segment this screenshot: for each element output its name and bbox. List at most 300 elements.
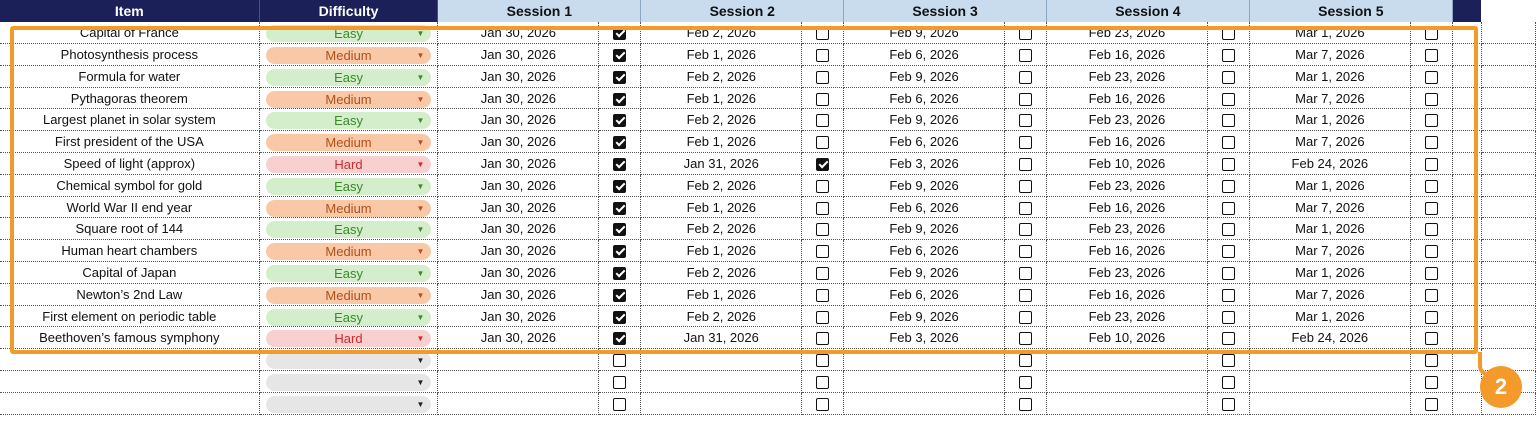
session-3-checkbox[interactable] xyxy=(1019,311,1032,324)
header-extra-cell[interactable] xyxy=(1452,0,1481,22)
chevron-down-icon[interactable]: ▼ xyxy=(416,203,425,213)
session-2-checkbox[interactable] xyxy=(816,180,829,193)
item-cell[interactable]: Human heart chambers xyxy=(0,240,259,262)
session-4-date[interactable] xyxy=(1046,371,1207,393)
session-2-checkbox[interactable] xyxy=(816,289,829,302)
session-1-date[interactable]: Jan 30, 2026 xyxy=(438,218,599,240)
session-3-checkbox[interactable] xyxy=(1019,376,1032,389)
empty-cell[interactable] xyxy=(1481,22,1535,44)
session-5-date[interactable]: Mar 7, 2026 xyxy=(1249,240,1410,262)
session-4-checkbox[interactable] xyxy=(1222,311,1235,324)
difficulty-dropdown[interactable] xyxy=(266,330,432,347)
session-1-date[interactable]: Jan 30, 2026 xyxy=(438,283,599,305)
item-cell[interactable]: Square root of 144 xyxy=(0,218,259,240)
session-5-checkbox[interactable] xyxy=(1425,398,1438,411)
session-2-checkbox[interactable] xyxy=(816,27,829,40)
session-2-date[interactable]: Feb 1, 2026 xyxy=(641,44,802,66)
session-1-checkbox[interactable] xyxy=(613,223,626,236)
session-1-date[interactable]: Jan 30, 2026 xyxy=(438,131,599,153)
session-4-checkbox[interactable] xyxy=(1222,354,1235,367)
difficulty-dropdown[interactable] xyxy=(266,287,432,304)
session-5-checkbox[interactable] xyxy=(1425,354,1438,367)
difficulty-dropdown[interactable] xyxy=(266,309,432,326)
session-3-date[interactable] xyxy=(844,349,1005,371)
item-cell[interactable] xyxy=(0,371,259,393)
difficulty-dropdown[interactable] xyxy=(266,112,432,129)
item-cell[interactable]: Formula for water xyxy=(0,65,259,87)
header-session-3[interactable]: Session 3 xyxy=(844,0,1047,22)
session-1-checkbox[interactable] xyxy=(613,332,626,345)
difficulty-dropdown[interactable] xyxy=(266,221,432,238)
session-3-date[interactable]: Feb 9, 2026 xyxy=(844,262,1005,284)
session-4-check-cell xyxy=(1207,392,1249,414)
header-difficulty[interactable]: Difficulty xyxy=(259,0,438,22)
empty-cell[interactable] xyxy=(1481,87,1535,109)
session-2-checkbox[interactable] xyxy=(816,202,829,215)
empty-cell[interactable] xyxy=(1452,87,1481,109)
difficulty-cell[interactable] xyxy=(259,131,438,153)
session-4-date[interactable]: Feb 10, 2026 xyxy=(1046,327,1207,349)
empty-cell[interactable] xyxy=(1452,262,1481,284)
session-1-checkbox[interactable] xyxy=(613,376,626,389)
difficulty-dropdown[interactable] xyxy=(266,47,432,64)
session-1-checkbox[interactable] xyxy=(613,93,626,106)
session-2-date[interactable]: Feb 2, 2026 xyxy=(641,174,802,196)
session-5-check-cell xyxy=(1410,87,1452,109)
difficulty-cell[interactable] xyxy=(259,371,438,393)
session-3-checkbox[interactable] xyxy=(1019,71,1032,84)
session-5-date[interactable]: Mar 7, 2026 xyxy=(1249,283,1410,305)
chevron-down-icon[interactable]: ▼ xyxy=(416,116,425,126)
session-2-date[interactable]: Feb 1, 2026 xyxy=(641,240,802,262)
difficulty-cell[interactable] xyxy=(259,240,438,262)
difficulty-dropdown[interactable] xyxy=(266,352,432,369)
session-5-checkbox[interactable] xyxy=(1425,180,1438,193)
empty-cell[interactable] xyxy=(1452,131,1481,153)
session-5-checkbox[interactable] xyxy=(1425,289,1438,302)
chevron-down-icon[interactable]: ▼ xyxy=(416,334,425,344)
item-cell[interactable]: Largest planet in solar system xyxy=(0,109,259,131)
session-2-date[interactable]: Feb 1, 2026 xyxy=(641,196,802,218)
session-5-date[interactable]: Mar 1, 2026 xyxy=(1249,305,1410,327)
empty-cell[interactable] xyxy=(1452,371,1481,393)
session-5-date[interactable]: Mar 7, 2026 xyxy=(1249,196,1410,218)
session-4-checkbox[interactable] xyxy=(1222,93,1235,106)
chevron-down-icon[interactable]: ▼ xyxy=(416,290,425,300)
difficulty-dropdown[interactable] xyxy=(266,156,432,173)
session-4-date[interactable]: Feb 16, 2026 xyxy=(1046,283,1207,305)
session-2-checkbox[interactable] xyxy=(816,398,829,411)
session-5-checkbox[interactable] xyxy=(1425,202,1438,215)
session-5-date[interactable]: Feb 24, 2026 xyxy=(1249,153,1410,175)
session-4-date[interactable] xyxy=(1046,392,1207,414)
chevron-down-icon[interactable]: ▼ xyxy=(416,399,425,409)
session-1-date[interactable] xyxy=(438,371,599,393)
empty-cell[interactable] xyxy=(1452,174,1481,196)
session-3-date[interactable]: Feb 9, 2026 xyxy=(844,218,1005,240)
difficulty-dropdown[interactable] xyxy=(266,25,432,42)
difficulty-dropdown[interactable] xyxy=(266,200,432,217)
session-4-date[interactable] xyxy=(1046,349,1207,371)
session-4-checkbox[interactable] xyxy=(1222,27,1235,40)
empty-cell[interactable] xyxy=(1481,196,1535,218)
session-1-date[interactable]: Jan 30, 2026 xyxy=(438,153,599,175)
session-1-checkbox[interactable] xyxy=(613,114,626,127)
session-5-checkbox[interactable] xyxy=(1425,114,1438,127)
session-4-date[interactable]: Feb 23, 2026 xyxy=(1046,218,1207,240)
item-cell[interactable]: World War II end year xyxy=(0,196,259,218)
session-4-checkbox[interactable] xyxy=(1222,114,1235,127)
difficulty-dropdown[interactable] xyxy=(266,243,432,260)
session-5-checkbox[interactable] xyxy=(1425,332,1438,345)
item-cell[interactable]: Speed of light (approx) xyxy=(0,153,259,175)
item-cell[interactable]: Newton’s 2nd Law xyxy=(0,283,259,305)
session-2-date[interactable]: Feb 2, 2026 xyxy=(641,218,802,240)
empty-cell[interactable] xyxy=(1452,44,1481,66)
session-5-checkbox[interactable] xyxy=(1425,376,1438,389)
empty-cell[interactable] xyxy=(1481,65,1535,87)
item-cell[interactable]: First element on periodic table xyxy=(0,305,259,327)
empty-cell[interactable] xyxy=(1452,327,1481,349)
session-4-checkbox[interactable] xyxy=(1222,71,1235,84)
session-4-checkbox[interactable] xyxy=(1222,223,1235,236)
session-2-date[interactable]: Feb 2, 2026 xyxy=(641,305,802,327)
session-4-checkbox[interactable] xyxy=(1222,180,1235,193)
session-4-date[interactable]: Feb 16, 2026 xyxy=(1046,131,1207,153)
difficulty-cell[interactable] xyxy=(259,262,438,284)
session-5-checkbox[interactable] xyxy=(1425,27,1438,40)
session-4-date[interactable]: Feb 23, 2026 xyxy=(1046,109,1207,131)
session-4-date[interactable]: Feb 10, 2026 xyxy=(1046,153,1207,175)
difficulty-cell[interactable] xyxy=(259,87,438,109)
difficulty-dropdown[interactable] xyxy=(266,178,432,195)
chevron-down-icon[interactable]: ▼ xyxy=(416,377,425,387)
session-1-date[interactable]: Jan 30, 2026 xyxy=(438,87,599,109)
header-item[interactable]: Item xyxy=(0,0,259,22)
session-1-date[interactable]: Jan 30, 2026 xyxy=(438,262,599,284)
session-5-date[interactable]: Mar 1, 2026 xyxy=(1249,174,1410,196)
empty-cell[interactable] xyxy=(1452,349,1481,371)
session-2-checkbox[interactable] xyxy=(816,71,829,84)
header-session-4[interactable]: Session 4 xyxy=(1046,0,1249,22)
session-2-date[interactable]: Feb 2, 2026 xyxy=(641,65,802,87)
session-2-date[interactable]: Feb 2, 2026 xyxy=(641,22,802,44)
session-3-checkbox[interactable] xyxy=(1019,158,1032,171)
session-4-checkbox[interactable] xyxy=(1222,376,1235,389)
session-1-date[interactable]: Jan 30, 2026 xyxy=(438,44,599,66)
difficulty-dropdown[interactable] xyxy=(266,69,432,86)
session-5-date[interactable]: Mar 7, 2026 xyxy=(1249,87,1410,109)
session-1-date[interactable] xyxy=(438,392,599,414)
empty-cell[interactable] xyxy=(1452,196,1481,218)
session-1-checkbox[interactable] xyxy=(613,311,626,324)
session-1-date[interactable]: Jan 30, 2026 xyxy=(438,65,599,87)
difficulty-cell[interactable] xyxy=(259,392,438,414)
session-1-checkbox[interactable] xyxy=(613,289,626,302)
session-2-date[interactable] xyxy=(641,392,802,414)
chevron-down-icon[interactable]: ▼ xyxy=(416,225,425,235)
session-4-checkbox[interactable] xyxy=(1222,289,1235,302)
session-3-checkbox[interactable] xyxy=(1019,398,1032,411)
difficulty-cell[interactable] xyxy=(259,44,438,66)
session-2-date[interactable] xyxy=(641,349,802,371)
difficulty-cell[interactable] xyxy=(259,196,438,218)
session-3-checkbox[interactable] xyxy=(1019,27,1032,40)
session-2-date[interactable]: Feb 1, 2026 xyxy=(641,87,802,109)
session-2-checkbox[interactable] xyxy=(816,114,829,127)
session-5-date[interactable]: Mar 7, 2026 xyxy=(1249,131,1410,153)
session-4-checkbox[interactable] xyxy=(1222,398,1235,411)
session-5-date[interactable]: Mar 1, 2026 xyxy=(1249,65,1410,87)
session-3-checkbox[interactable] xyxy=(1019,114,1032,127)
session-2-checkbox[interactable] xyxy=(816,93,829,106)
session-5-checkbox[interactable] xyxy=(1425,245,1438,258)
session-3-date[interactable]: Feb 9, 2026 xyxy=(844,174,1005,196)
empty-cell[interactable] xyxy=(1452,65,1481,87)
session-1-checkbox[interactable] xyxy=(613,158,626,171)
session-3-date[interactable]: Feb 3, 2026 xyxy=(844,153,1005,175)
session-1-date[interactable] xyxy=(438,349,599,371)
session-2-date[interactable]: Feb 1, 2026 xyxy=(641,131,802,153)
session-3-date[interactable]: Feb 9, 2026 xyxy=(844,22,1005,44)
item-cell[interactable] xyxy=(0,392,259,414)
session-3-date[interactable] xyxy=(844,392,1005,414)
empty-cell[interactable] xyxy=(1481,174,1535,196)
empty-cell[interactable] xyxy=(1481,327,1535,349)
difficulty-dropdown[interactable] xyxy=(266,396,432,413)
item-cell[interactable] xyxy=(0,349,259,371)
header-session-5[interactable]: Session 5 xyxy=(1249,0,1452,22)
difficulty-cell[interactable] xyxy=(259,283,438,305)
chevron-down-icon[interactable]: ▼ xyxy=(416,356,425,366)
session-5-date[interactable]: Mar 1, 2026 xyxy=(1249,22,1410,44)
session-2-date[interactable]: Jan 31, 2026 xyxy=(641,153,802,175)
empty-cell[interactable] xyxy=(1452,109,1481,131)
session-3-date[interactable]: Feb 9, 2026 xyxy=(844,65,1005,87)
session-1-date[interactable]: Jan 30, 2026 xyxy=(438,109,599,131)
empty-cell[interactable] xyxy=(1452,240,1481,262)
session-5-date[interactable]: Feb 24, 2026 xyxy=(1249,327,1410,349)
session-2-checkbox[interactable] xyxy=(816,376,829,389)
session-4-checkbox[interactable] xyxy=(1222,245,1235,258)
session-3-date[interactable]: Feb 6, 2026 xyxy=(844,131,1005,153)
session-5-checkbox[interactable] xyxy=(1425,311,1438,324)
difficulty-dropdown[interactable] xyxy=(266,134,432,151)
item-cell[interactable]: Beethoven’s famous symphony xyxy=(0,327,259,349)
session-4-checkbox[interactable] xyxy=(1222,332,1235,345)
difficulty-cell[interactable] xyxy=(259,22,438,44)
empty-cell[interactable] xyxy=(1481,305,1535,327)
session-4-date[interactable]: Feb 23, 2026 xyxy=(1046,262,1207,284)
session-2-checkbox[interactable] xyxy=(816,311,829,324)
session-1-checkbox[interactable] xyxy=(613,245,626,258)
empty-cell[interactable] xyxy=(1481,240,1535,262)
session-3-checkbox[interactable] xyxy=(1019,354,1032,367)
empty-cell[interactable] xyxy=(1452,283,1481,305)
chevron-down-icon[interactable]: ▼ xyxy=(416,312,425,322)
chevron-down-icon[interactable]: ▼ xyxy=(416,50,425,60)
session-5-date[interactable]: Mar 7, 2026 xyxy=(1249,44,1410,66)
session-1-checkbox[interactable] xyxy=(613,202,626,215)
empty-cell[interactable] xyxy=(1452,153,1481,175)
difficulty-cell[interactable] xyxy=(259,305,438,327)
session-5-date[interactable]: Mar 1, 2026 xyxy=(1249,109,1410,131)
session-5-date[interactable] xyxy=(1249,371,1410,393)
session-2-checkbox[interactable] xyxy=(816,136,829,149)
session-3-checkbox[interactable] xyxy=(1019,223,1032,236)
session-3-checkbox[interactable] xyxy=(1019,202,1032,215)
empty-cell[interactable] xyxy=(1452,22,1481,44)
session-2-date[interactable]: Jan 31, 2026 xyxy=(641,327,802,349)
session-1-date[interactable]: Jan 30, 2026 xyxy=(438,305,599,327)
session-2-checkbox[interactable] xyxy=(816,332,829,345)
session-4-date[interactable]: Feb 16, 2026 xyxy=(1046,196,1207,218)
header-session-2[interactable]: Session 2 xyxy=(641,0,844,22)
session-3-date[interactable]: Feb 6, 2026 xyxy=(844,240,1005,262)
difficulty-cell[interactable] xyxy=(259,109,438,131)
session-2-date[interactable] xyxy=(641,371,802,393)
session-4-date[interactable]: Feb 16, 2026 xyxy=(1046,240,1207,262)
difficulty-dropdown[interactable] xyxy=(266,374,432,391)
empty-cell[interactable] xyxy=(1481,131,1535,153)
session-4-checkbox[interactable] xyxy=(1222,202,1235,215)
session-1-date[interactable]: Jan 30, 2026 xyxy=(438,196,599,218)
chevron-down-icon[interactable]: ▼ xyxy=(416,268,425,278)
session-4-checkbox[interactable] xyxy=(1222,158,1235,171)
session-1-date[interactable]: Jan 30, 2026 xyxy=(438,22,599,44)
session-1-date[interactable]: Jan 30, 2026 xyxy=(438,327,599,349)
session-1-checkbox[interactable] xyxy=(613,267,626,280)
item-cell[interactable]: Capital of France xyxy=(0,22,259,44)
difficulty-dropdown[interactable] xyxy=(266,265,432,282)
session-3-date[interactable]: Feb 6, 2026 xyxy=(844,283,1005,305)
session-5-checkbox[interactable] xyxy=(1425,71,1438,84)
empty-cell[interactable] xyxy=(1481,109,1535,131)
session-3-checkbox[interactable] xyxy=(1019,267,1032,280)
session-5-date[interactable] xyxy=(1249,392,1410,414)
session-3-date[interactable]: Feb 6, 2026 xyxy=(844,87,1005,109)
session-1-checkbox[interactable] xyxy=(613,136,626,149)
session-2-date[interactable]: Feb 2, 2026 xyxy=(641,262,802,284)
empty-cell[interactable] xyxy=(1481,153,1535,175)
session-5-checkbox[interactable] xyxy=(1425,93,1438,106)
session-5-date[interactable]: Mar 1, 2026 xyxy=(1249,218,1410,240)
difficulty-cell[interactable] xyxy=(259,349,438,371)
session-5-checkbox[interactable] xyxy=(1425,158,1438,171)
session-3-checkbox[interactable] xyxy=(1019,93,1032,106)
session-1-checkbox[interactable] xyxy=(613,398,626,411)
item-cell[interactable]: First president of the USA xyxy=(0,131,259,153)
session-3-checkbox[interactable] xyxy=(1019,136,1032,149)
session-2-date[interactable]: Feb 2, 2026 xyxy=(641,109,802,131)
session-3-date[interactable]: Feb 9, 2026 xyxy=(844,305,1005,327)
difficulty-cell[interactable] xyxy=(259,153,438,175)
session-2-checkbox[interactable] xyxy=(816,354,829,367)
empty-cell[interactable] xyxy=(1452,305,1481,327)
session-2-checkbox[interactable] xyxy=(816,245,829,258)
session-5-date[interactable] xyxy=(1249,349,1410,371)
session-3-checkbox[interactable] xyxy=(1019,245,1032,258)
chevron-down-icon[interactable]: ▼ xyxy=(416,72,425,82)
session-3-date[interactable]: Feb 3, 2026 xyxy=(844,327,1005,349)
session-5-checkbox[interactable] xyxy=(1425,223,1438,236)
empty-cell[interactable] xyxy=(1481,262,1535,284)
session-1-checkbox[interactable] xyxy=(613,49,626,62)
session-3-date[interactable] xyxy=(844,371,1005,393)
table-row xyxy=(0,174,1536,196)
session-1-checkbox[interactable] xyxy=(613,27,626,40)
session-3-checkbox[interactable] xyxy=(1019,49,1032,62)
empty-cell[interactable] xyxy=(1452,392,1481,414)
header-empty-cell[interactable] xyxy=(1481,0,1535,22)
session-1-check-cell xyxy=(599,218,641,240)
session-5-checkbox[interactable] xyxy=(1425,136,1438,149)
session-4-date[interactable]: Feb 23, 2026 xyxy=(1046,174,1207,196)
chevron-down-icon[interactable]: ▼ xyxy=(416,159,425,169)
session-2-checkbox[interactable] xyxy=(816,223,829,236)
chevron-down-icon[interactable]: ▼ xyxy=(416,247,425,257)
session-2-checkbox[interactable] xyxy=(816,158,829,171)
session-1-date[interactable]: Jan 30, 2026 xyxy=(438,240,599,262)
session-4-date[interactable]: Feb 16, 2026 xyxy=(1046,87,1207,109)
session-3-checkbox[interactable] xyxy=(1019,180,1032,193)
session-4-date[interactable]: Feb 23, 2026 xyxy=(1046,305,1207,327)
session-3-date[interactable]: Feb 6, 2026 xyxy=(844,196,1005,218)
item-cell[interactable]: Photosynthesis process xyxy=(0,44,259,66)
session-2-date[interactable]: Feb 1, 2026 xyxy=(641,283,802,305)
chevron-down-icon[interactable]: ▼ xyxy=(416,28,425,38)
difficulty-cell[interactable] xyxy=(259,327,438,349)
header-session-1[interactable]: Session 1 xyxy=(438,0,641,22)
session-3-checkbox[interactable] xyxy=(1019,289,1032,302)
item-cell[interactable]: Pythagoras theorem xyxy=(0,87,259,109)
session-1-checkbox[interactable] xyxy=(613,71,626,84)
empty-cell[interactable] xyxy=(1481,44,1535,66)
empty-cell[interactable] xyxy=(1481,283,1535,305)
session-4-checkbox[interactable] xyxy=(1222,136,1235,149)
session-2-checkbox[interactable] xyxy=(816,49,829,62)
chevron-down-icon[interactable]: ▼ xyxy=(416,138,425,148)
difficulty-dropdown[interactable] xyxy=(266,91,432,108)
session-5-check-cell xyxy=(1410,131,1452,153)
session-3-checkbox[interactable] xyxy=(1019,332,1032,345)
session-1-checkbox[interactable] xyxy=(613,354,626,367)
session-1-checkbox[interactable] xyxy=(613,180,626,193)
chevron-down-icon[interactable]: ▼ xyxy=(416,94,425,104)
session-5-checkbox[interactable] xyxy=(1425,267,1438,280)
session-4-date[interactable]: Feb 23, 2026 xyxy=(1046,65,1207,87)
session-4-date[interactable]: Feb 23, 2026 xyxy=(1046,22,1207,44)
difficulty-cell[interactable] xyxy=(259,218,438,240)
session-4-date[interactable]: Feb 16, 2026 xyxy=(1046,44,1207,66)
session-4-checkbox[interactable] xyxy=(1222,49,1235,62)
item-cell[interactable]: Chemical symbol for gold xyxy=(0,174,259,196)
session-4-checkbox[interactable] xyxy=(1222,267,1235,280)
difficulty-cell[interactable] xyxy=(259,174,438,196)
empty-cell[interactable] xyxy=(1452,218,1481,240)
chevron-down-icon[interactable]: ▼ xyxy=(416,181,425,191)
session-3-date[interactable]: Feb 6, 2026 xyxy=(844,44,1005,66)
difficulty-cell[interactable] xyxy=(259,65,438,87)
session-5-checkbox[interactable] xyxy=(1425,49,1438,62)
session-1-date[interactable]: Jan 30, 2026 xyxy=(438,174,599,196)
item-cell[interactable]: Capital of Japan xyxy=(0,262,259,284)
empty-cell[interactable] xyxy=(1481,218,1535,240)
session-4-check-cell xyxy=(1207,240,1249,262)
session-3-date[interactable]: Feb 9, 2026 xyxy=(844,109,1005,131)
session-5-date[interactable]: Mar 1, 2026 xyxy=(1249,262,1410,284)
session-2-checkbox[interactable] xyxy=(816,267,829,280)
